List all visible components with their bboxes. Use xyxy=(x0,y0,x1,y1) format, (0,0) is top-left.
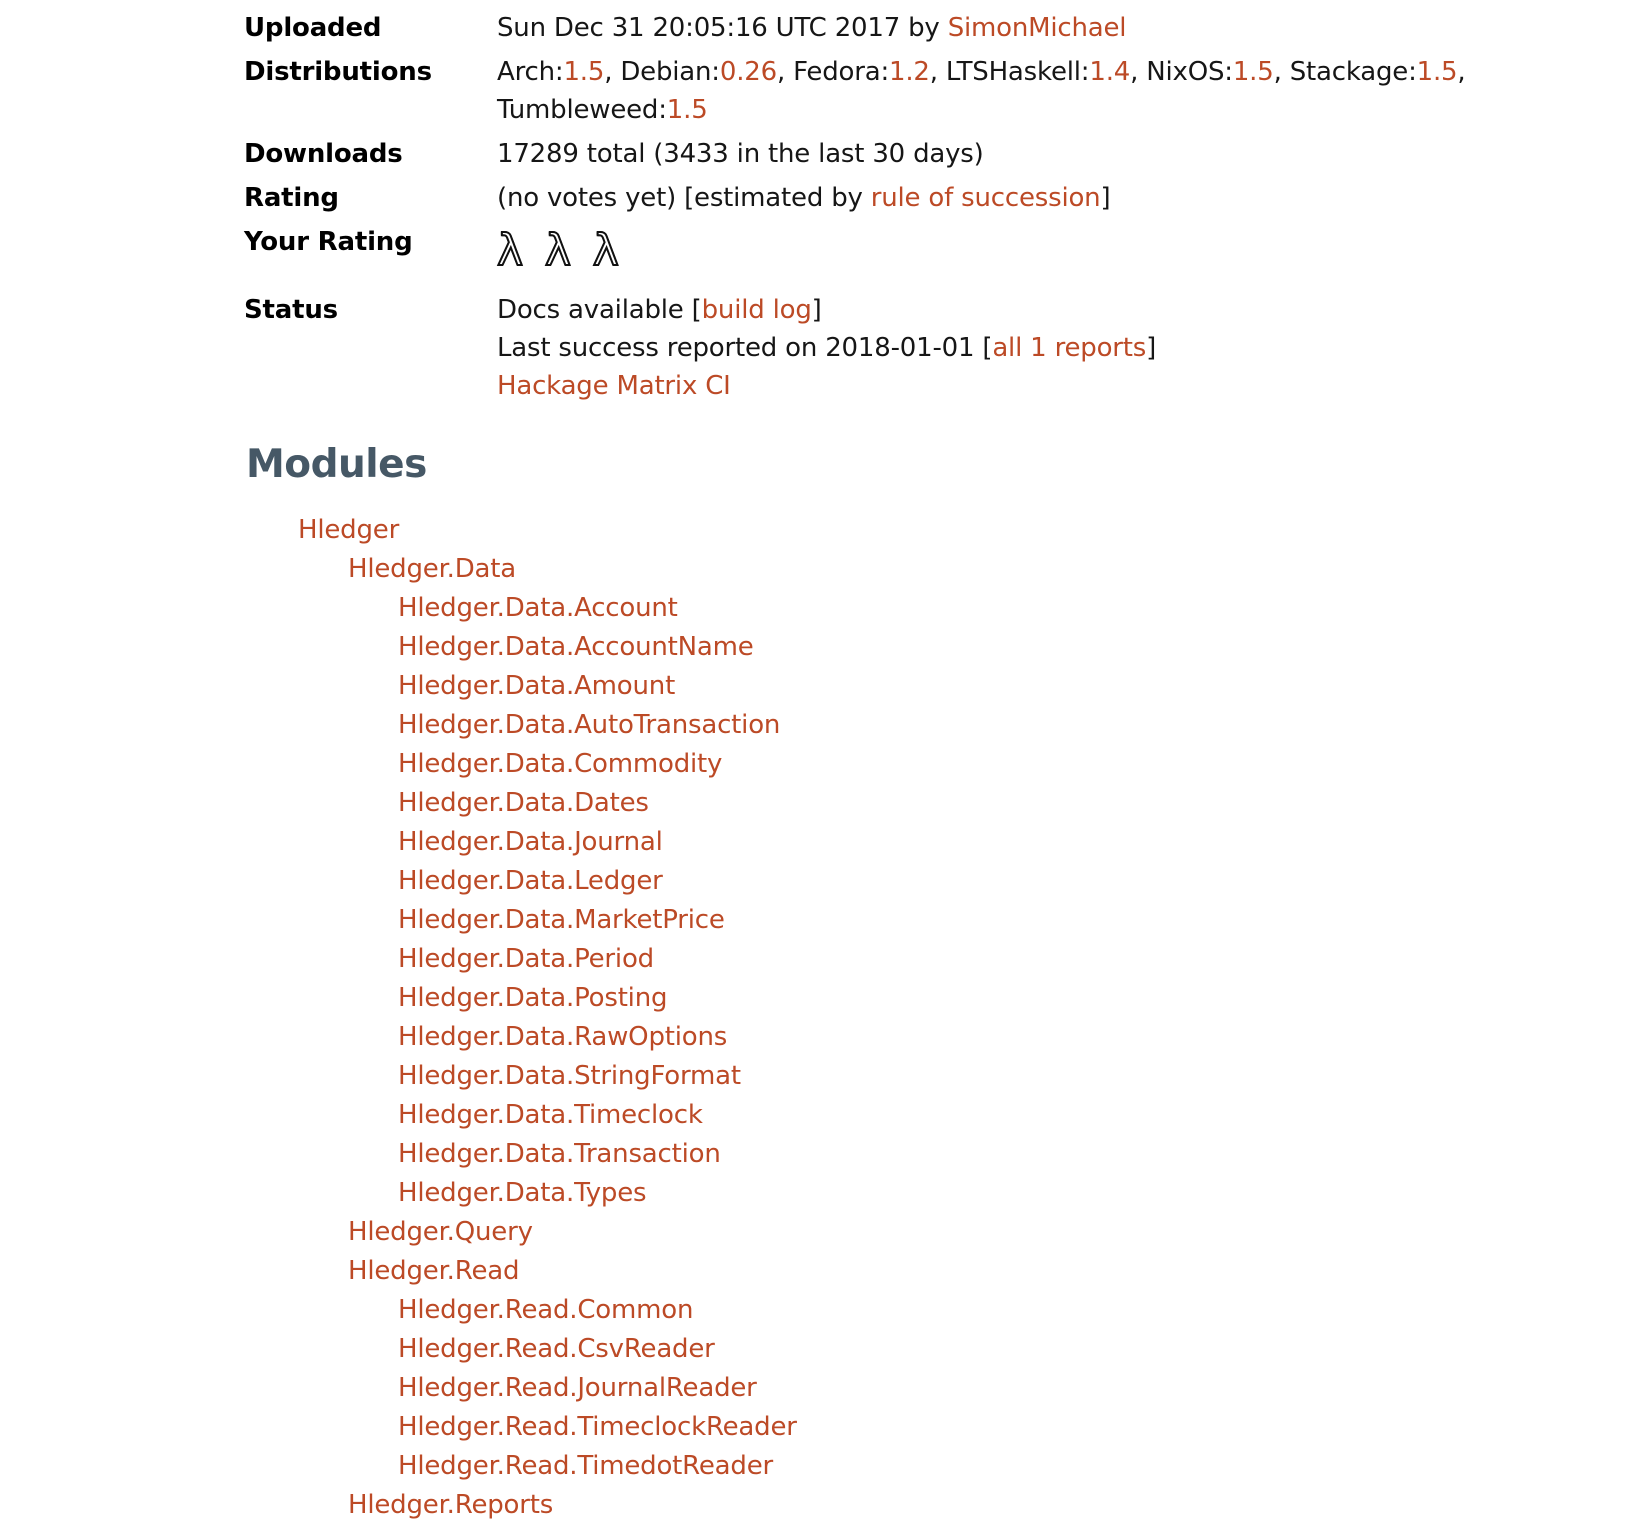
rating-lambda-icon[interactable]: λ xyxy=(497,225,523,276)
property-value-line xyxy=(497,9,1465,47)
text: , NixOS: xyxy=(1130,57,1233,87)
module-link[interactable]: Hledger.Data.Commodity xyxy=(398,749,723,779)
module-link[interactable]: Hledger.Query xyxy=(348,1217,533,1247)
property-row xyxy=(244,220,1465,288)
stackage-version-link[interactable]: 1.5 xyxy=(1416,57,1458,87)
text: , xyxy=(1457,57,1466,87)
property-value xyxy=(497,220,1465,288)
module-link[interactable]: Hledger.Read.Common xyxy=(398,1295,694,1325)
text: Last success reported on 2018-01-01 [ xyxy=(497,333,993,363)
tumbleweed-version-link[interactable]: 1.5 xyxy=(666,95,708,125)
module-link[interactable]: Hledger.Read.TimedotReader xyxy=(398,1451,773,1481)
text: , Stackage: xyxy=(1273,57,1417,87)
module-link[interactable]: Hledger.Data.StringFormat xyxy=(398,1061,741,1091)
module-link[interactable]: Hledger.Data.Ledger xyxy=(398,866,663,896)
rating-lambda-icon[interactable]: λ xyxy=(544,225,571,276)
property-value xyxy=(497,6,1465,50)
property-value-line xyxy=(497,135,1465,173)
module-link[interactable]: Hledger.Read.CsvReader xyxy=(398,1334,715,1364)
property-value-line xyxy=(497,291,1465,329)
text: Arch: xyxy=(497,57,564,87)
module-link[interactable]: Hledger.Reports xyxy=(348,1490,554,1520)
module-link[interactable]: Hledger.Data.AutoTransaction xyxy=(398,710,781,740)
module-link[interactable]: Hledger.Data.Account xyxy=(398,593,678,623)
property-value xyxy=(497,50,1465,132)
property-value-line xyxy=(497,367,1465,405)
property-row xyxy=(244,132,1465,176)
property-value-line xyxy=(497,179,1465,217)
property-value-line xyxy=(497,53,1465,91)
property-value xyxy=(497,176,1465,220)
module-link[interactable]: Hledger.Read.JournalReader xyxy=(398,1373,757,1403)
text: ] xyxy=(1146,333,1157,363)
uploader-link[interactable]: SimonMichael xyxy=(947,13,1127,43)
module-link[interactable]: Hledger.Data.RawOptions xyxy=(398,1022,728,1052)
property-value xyxy=(497,288,1465,408)
property-row xyxy=(244,6,1465,50)
property-label: Downloads xyxy=(244,139,403,169)
property-label: Distributions xyxy=(244,57,432,87)
property-label: Status xyxy=(244,295,338,325)
property-label: Uploaded xyxy=(244,13,382,43)
text: , Debian: xyxy=(604,57,720,87)
property-value xyxy=(497,132,1465,176)
modules-heading: Modules xyxy=(246,442,427,487)
module-link[interactable]: Hledger.Data.MarketPrice xyxy=(398,905,725,935)
nixos-version-link[interactable]: 1.5 xyxy=(1232,57,1274,87)
debian-version-link[interactable]: 0.26 xyxy=(719,57,777,87)
text: (no votes yet) [estimated by xyxy=(497,183,871,213)
arch-version-link[interactable]: 1.5 xyxy=(563,57,605,87)
module-tree xyxy=(244,511,1639,1525)
text: , Fedora: xyxy=(776,57,890,87)
text: ] xyxy=(811,295,822,325)
module-link[interactable]: Hledger.Data.Types xyxy=(398,1178,647,1208)
build-log-link[interactable]: build log xyxy=(701,295,812,325)
text: Docs available [ xyxy=(497,295,702,325)
all-reports-link[interactable]: all 1 reports xyxy=(992,333,1147,363)
text: ] xyxy=(1100,183,1111,213)
property-value-line xyxy=(497,91,1465,129)
property-label: Rating xyxy=(244,183,339,213)
fedora-version-link[interactable]: 1.2 xyxy=(889,57,930,87)
module-link[interactable]: Hledger.Read.TimeclockReader xyxy=(398,1412,797,1442)
module-link[interactable]: Hledger xyxy=(298,515,400,545)
property-row xyxy=(244,288,1465,408)
module-link[interactable]: Hledger.Data.Amount xyxy=(398,671,676,701)
module-link[interactable]: Hledger.Data.Period xyxy=(398,944,654,974)
module-link[interactable]: Hledger.Data.Timeclock xyxy=(398,1100,703,1130)
module-link[interactable]: Hledger.Data xyxy=(348,554,517,584)
property-label: Your Rating xyxy=(244,227,413,257)
ltshaskell-version-link[interactable]: 1.4 xyxy=(1089,57,1131,87)
property-row xyxy=(244,176,1465,220)
text: Sun Dec 31 20:05:16 UTC 2017 by xyxy=(497,13,948,43)
module-link[interactable]: Hledger.Data.Journal xyxy=(398,827,663,857)
module-link[interactable]: Hledger.Data.Dates xyxy=(398,788,649,818)
module-link[interactable]: Hledger.Data.Transaction xyxy=(398,1139,721,1169)
module-link[interactable]: Hledger.Data.Posting xyxy=(398,983,668,1013)
rule-of-succession-link[interactable]: rule of succession xyxy=(870,183,1101,213)
text: , LTSHaskell: xyxy=(929,57,1090,87)
package-properties-table xyxy=(244,6,1465,408)
property-value-line xyxy=(497,329,1465,367)
module-link[interactable]: Hledger.Data.AccountName xyxy=(398,632,754,662)
hackage-matrix-ci-link[interactable]: Hackage Matrix CI xyxy=(497,371,731,401)
property-row xyxy=(244,50,1465,132)
text: Tumbleweed: xyxy=(497,95,667,125)
text: 17289 total (3433 in the last 30 days) xyxy=(497,139,984,169)
module-link[interactable]: Hledger.Read xyxy=(348,1256,520,1286)
rating-lambda-icon[interactable]: λ xyxy=(592,225,619,276)
